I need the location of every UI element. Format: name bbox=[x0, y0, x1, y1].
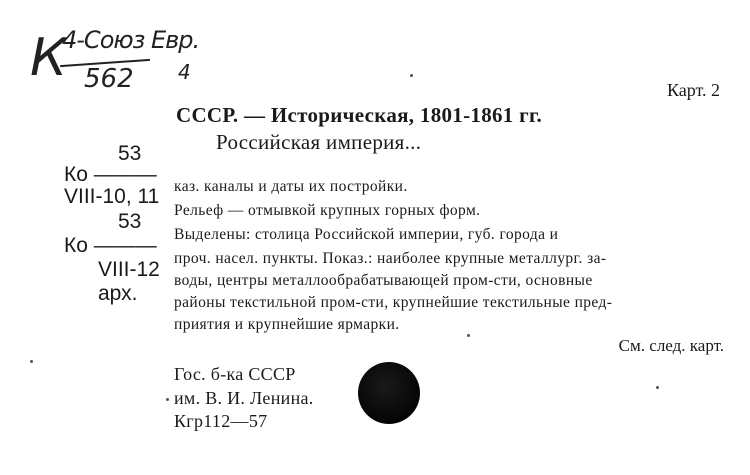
stamp-line-2: им. В. И. Ленина. bbox=[174, 388, 314, 408]
handwritten-shelf-number: 562 bbox=[84, 64, 134, 94]
card-label: Карт. 2 bbox=[666, 80, 720, 100]
handwritten-shelf-letter: К bbox=[30, 28, 67, 88]
catalog-1-top: 53 bbox=[118, 142, 142, 165]
body-line-7: приятия и крупнейшие ярмарки. bbox=[174, 316, 400, 333]
handwritten-extra-mark: 4 bbox=[178, 60, 191, 84]
catalog-1-bottom: VIII-10, 11 bbox=[64, 185, 160, 208]
scan-speck bbox=[656, 386, 659, 389]
catalog-2-bottom: VIII-12 bbox=[98, 258, 160, 281]
catalog-2-extra: арх. bbox=[98, 282, 138, 305]
scan-speck bbox=[30, 360, 33, 363]
body-line-2: Рельеф — отмывкой крупных горных форм. bbox=[174, 202, 481, 219]
body-line-5: воды, центры металлообрабатывающей пром-сти, основные bbox=[174, 272, 593, 289]
scan-speck bbox=[467, 334, 470, 337]
catalog-1-mid: Ко ——— bbox=[64, 163, 157, 186]
stamp-line-1: Гос. б-ка СССР bbox=[174, 364, 296, 384]
body-line-3: Выделены: столица Российской империи, губ. города и bbox=[174, 226, 559, 243]
body-line-1: каз. каналы и даты их постройки. bbox=[174, 178, 408, 195]
scan-speck bbox=[166, 398, 169, 401]
see-next-card: См. след. карт. bbox=[618, 336, 724, 355]
catalog-2-mid: Ко ——— bbox=[64, 234, 157, 257]
catalog-2-top: 53 bbox=[118, 210, 142, 233]
stamp-line-3: Кгр112—57 bbox=[174, 411, 268, 431]
card-subtitle: Российская империя... bbox=[216, 130, 422, 154]
ink-blot bbox=[358, 362, 420, 424]
scan-speck bbox=[410, 74, 413, 77]
body-line-6: районы текстильной пром-сти, крупнейшие текстильные пред- bbox=[174, 294, 613, 311]
body-line-4: проч. насел. пункты. Показ.: наиболее крупные металлург. за- bbox=[174, 250, 607, 267]
card-title: СССР. — Историческая, 1801-1861 гг. bbox=[176, 103, 543, 127]
handwritten-shelf-code: 4-Союз Евр. bbox=[62, 26, 200, 54]
